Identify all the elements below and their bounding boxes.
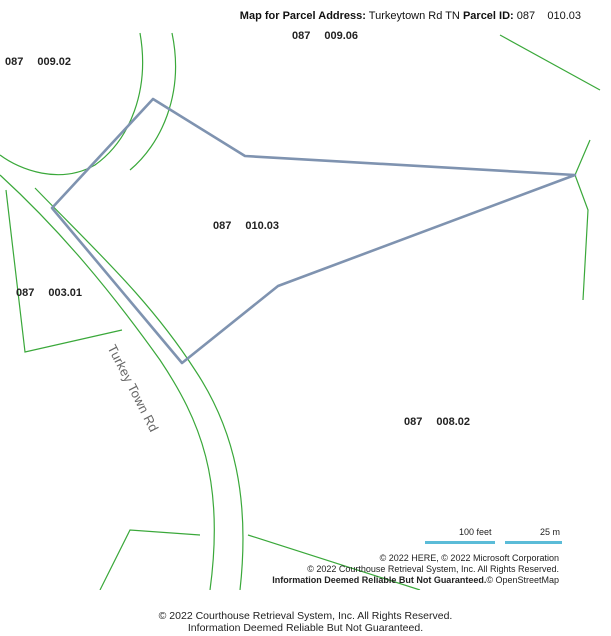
attribution-line-1: © 2022 HERE, © 2022 Microsoft Corporation [379,553,559,563]
disclaimer-bold: Information Deemed Reliable But Not Guaranteed. [272,575,487,585]
map-header [240,10,581,22]
road-edge-southwest [0,175,214,590]
scale-meters-label: 25 m [540,527,561,537]
osm-credit: © OpenStreetMap [486,575,559,585]
road-edge-west [0,33,143,175]
road-label: Turkey Town Rd [104,342,162,435]
parcel-line-northeast [500,35,600,90]
scale-feet-bar [425,541,495,544]
page-footer [0,610,611,634]
parcel-label-subject: 087 010.03 [213,220,280,232]
parcel-id-value: 087 010.03 [516,10,581,22]
parcel-line-south [100,530,200,590]
parcel-map [0,30,611,590]
parcel-label-topleft: 087 009.02 [5,56,72,68]
footer-copyright: © 2022 Courthouse Retrieval System, Inc. All Rights Reserved. [158,610,453,622]
attribution-line-2: © 2022 Courthouse Retrieval System, Inc. All Rights Reserved. [307,564,559,574]
subject-parcel-outline [52,99,575,363]
parcel-id-label: Parcel ID: [462,10,514,22]
parcel-label-southeast: 087 008.02 [404,416,471,428]
scale-meters-bar [505,541,562,544]
parcel-label-left: 087 003.01 [16,287,83,299]
footer-disclaimer: Information Deemed Reliable But Not Guaranteed. [187,622,424,634]
map-for-label: Map for Parcel Address: [239,10,366,22]
parcel-address: Turkeytown Rd TN [368,10,460,22]
map-attribution [272,553,559,586]
parcel-label-top: 087 009.06 [292,30,359,42]
parcel-line-east [575,140,590,300]
attribution-line-3 [272,575,559,586]
scale-feet-label: 100 feet [459,527,492,537]
